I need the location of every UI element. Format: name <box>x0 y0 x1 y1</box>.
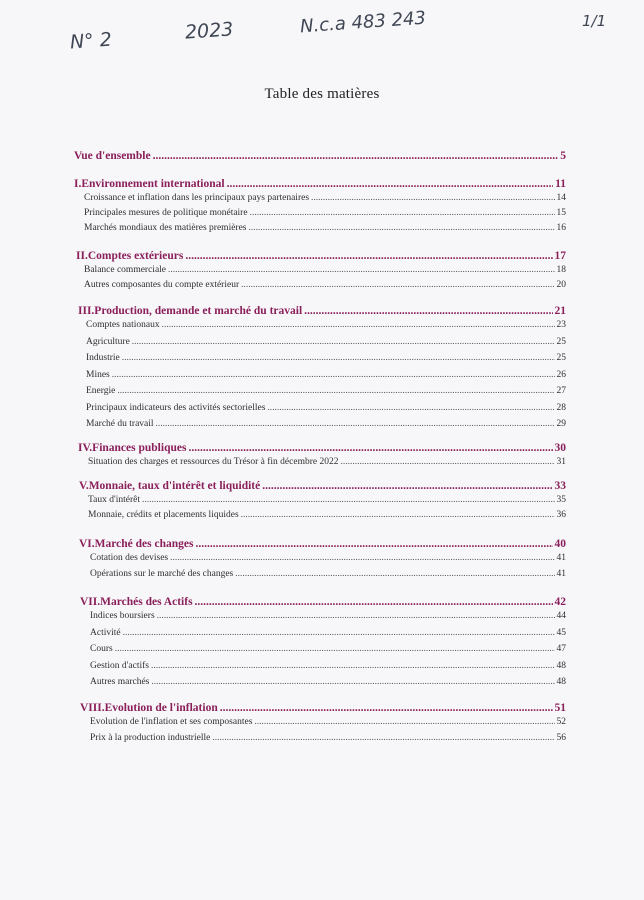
toc-section-1-page-number: 11 <box>555 178 566 190</box>
toc-entry-5-0-page-number: 35 <box>556 495 566 505</box>
toc-section-0-label: Vue d'ensemble <box>74 150 151 162</box>
leader-dots <box>170 553 554 563</box>
toc-section-1-label: I.Environnement international <box>74 178 225 190</box>
leader-dots <box>254 717 554 727</box>
toc-entry-3-2-page-number: 25 <box>556 353 566 363</box>
leader-dots <box>123 628 555 638</box>
leader-dots <box>249 223 555 233</box>
toc-entry-2-1-page-number: 20 <box>556 280 566 290</box>
handwritten-year: 2023 <box>184 18 235 44</box>
toc-entry-6-0-label: Cotation des devises <box>90 553 169 563</box>
toc-entry-3-1[interactable] <box>86 337 566 347</box>
toc-entry-6-0-page-number: 41 <box>556 553 566 563</box>
toc-entry-8-0[interactable] <box>90 717 566 727</box>
toc-entry-8-1-label: Prix à la production industrielle <box>90 733 211 743</box>
leader-dots <box>340 457 554 467</box>
toc-entry-3-0-page-number: 23 <box>556 320 566 330</box>
toc-entry-3-2-label: Industrie <box>86 353 120 363</box>
handwritten-page-count: 1/1 <box>582 12 607 30</box>
toc-entry-3-6[interactable] <box>86 419 566 429</box>
toc-section-3[interactable] <box>78 305 566 317</box>
toc-section-5-page-number: 33 <box>554 480 566 492</box>
leader-dots <box>220 702 553 714</box>
leader-dots <box>195 538 552 550</box>
toc-section-1[interactable] <box>74 178 566 190</box>
toc-entry-1-2[interactable] <box>84 223 566 233</box>
toc-entry-3-2[interactable] <box>86 353 566 363</box>
handwritten-number: N° 2 <box>69 28 113 54</box>
toc-entry-2-0-page-number: 18 <box>556 265 566 275</box>
toc-entry-3-0-label: Comptes nationaux <box>86 320 160 330</box>
leader-dots <box>262 480 552 492</box>
toc-entry-7-0-page-number: 44 <box>556 611 566 621</box>
toc-section-3-label: III.Production, demande et marché du travail <box>78 305 303 317</box>
toc-section-8-page-number: 51 <box>554 702 566 714</box>
toc-entry-6-1-label: Opérations sur le marché des changes <box>90 569 234 579</box>
toc-entry-3-6-page-number: 29 <box>556 419 566 429</box>
leader-dots <box>304 305 552 317</box>
leader-dots <box>185 250 552 262</box>
leader-dots <box>241 280 554 290</box>
toc-entry-2-1[interactable] <box>84 280 566 290</box>
toc-section-5-label: V.Monnaie, taux d'intérêt et liquidité <box>79 480 261 492</box>
toc-entry-3-3[interactable] <box>86 370 566 380</box>
toc-entry-7-2-label: Cours <box>90 644 113 654</box>
leader-dots <box>212 733 554 743</box>
toc-entry-3-6-label: Marché du travail <box>86 419 154 429</box>
leader-dots <box>151 677 554 687</box>
toc-section-7-label: VII.Marchés des Actifs <box>80 596 193 608</box>
page-title: Table des matières <box>264 86 380 102</box>
toc-entry-1-0[interactable] <box>84 193 566 203</box>
toc-entry-5-1[interactable] <box>88 510 566 520</box>
leader-dots <box>157 611 555 621</box>
toc-entry-7-4-page-number: 48 <box>556 677 566 687</box>
toc-entry-6-1-page-number: 41 <box>556 569 566 579</box>
toc-entry-2-0[interactable] <box>84 265 566 275</box>
toc-entry-1-0-label: Croissance et inflation dans les principaux pays partenaires <box>84 193 310 203</box>
toc-section-5[interactable] <box>79 480 566 492</box>
leader-dots <box>250 208 555 218</box>
toc-entry-7-4[interactable] <box>90 677 566 687</box>
toc-section-6[interactable] <box>79 538 566 550</box>
leader-dots <box>188 442 552 454</box>
leader-dots <box>156 419 555 429</box>
toc-section-0-page-number: 5 <box>560 150 566 162</box>
leader-dots <box>153 150 559 162</box>
leader-dots <box>168 265 554 275</box>
toc-entry-4-0[interactable] <box>88 457 566 467</box>
toc-section-7[interactable] <box>80 596 566 608</box>
toc-entry-7-2[interactable] <box>90 644 566 654</box>
leader-dots <box>241 510 555 520</box>
leader-dots <box>235 569 554 579</box>
toc-entry-1-1-page-number: 15 <box>556 208 566 218</box>
toc-entry-2-1-label: Autres composantes du compte extérieur <box>84 280 240 290</box>
toc-entry-3-4[interactable] <box>86 386 566 396</box>
toc-entry-5-1-page-number: 36 <box>556 510 566 520</box>
toc-entry-6-1[interactable] <box>90 569 566 579</box>
toc-entry-7-3-label: Gestion d'actifs <box>90 660 149 671</box>
toc-section-4-page-number: 30 <box>554 442 566 454</box>
leader-dots <box>117 386 554 396</box>
toc-section-2[interactable] <box>76 250 566 262</box>
toc-section-2-label: II.Comptes extérieurs <box>76 250 184 262</box>
handwritten-reference: N.c.a 483 243 <box>299 7 427 38</box>
leader-dots <box>115 644 555 654</box>
toc-section-6-page-number: 40 <box>554 538 566 550</box>
toc-entry-3-4-page-number: 27 <box>556 386 566 396</box>
toc-entry-6-0[interactable] <box>90 553 566 563</box>
toc-entry-8-1-page-number: 56 <box>556 733 566 743</box>
leader-dots <box>142 495 555 505</box>
toc-section-8[interactable] <box>80 702 566 714</box>
toc-section-0[interactable] <box>74 150 566 162</box>
toc-entry-2-0-label: Balance commerciale <box>84 265 167 275</box>
leader-dots <box>122 353 555 363</box>
toc-entry-3-1-page-number: 25 <box>556 336 566 347</box>
toc-section-4-label: IV.Finances publiques <box>78 442 187 454</box>
toc-entry-7-0-label: Indices boursiers <box>90 611 155 621</box>
toc-entry-8-0-page-number: 52 <box>556 717 566 727</box>
toc-entry-7-4-label: Autres marchés <box>90 677 150 687</box>
toc-section-2-page-number: 17 <box>554 250 566 262</box>
leader-dots <box>132 337 555 347</box>
toc-entry-5-0[interactable] <box>88 495 566 505</box>
toc-entry-3-5-label: Principaux indicateurs des activités sectorielles <box>86 402 266 413</box>
toc-entry-1-0-page-number: 14 <box>556 193 566 203</box>
toc-entry-7-2-page-number: 47 <box>556 644 566 654</box>
toc-section-4[interactable] <box>78 442 566 454</box>
toc-section-6-label: VI.Marché des changes <box>79 538 194 550</box>
leader-dots <box>267 403 554 413</box>
toc-entry-3-0[interactable] <box>86 320 566 330</box>
toc-entry-3-3-label: Mines <box>86 369 110 380</box>
toc-entry-7-1-label: Activité <box>90 627 121 638</box>
toc-entry-4-0-page-number: 31 <box>556 457 566 467</box>
toc-entry-3-3-page-number: 26 <box>556 369 566 380</box>
toc-section-7-page-number: 42 <box>554 596 566 608</box>
leader-dots <box>195 596 553 608</box>
toc-entry-5-1-label: Monnaie, crédits et placements liquides <box>88 510 239 520</box>
leader-dots <box>227 178 554 190</box>
toc-entry-7-1-page-number: 45 <box>556 627 566 638</box>
toc-entry-7-3-page-number: 48 <box>556 660 566 671</box>
leader-dots <box>162 320 555 330</box>
toc-entry-1-2-page-number: 16 <box>556 223 566 233</box>
toc-entry-3-5-page-number: 28 <box>556 402 566 413</box>
leader-dots <box>311 193 554 203</box>
toc-entry-1-2-label: Marchés mondiaux des matières premières <box>84 223 247 233</box>
toc-entry-1-1-label: Principales mesures de politique monétaire <box>84 208 248 218</box>
toc-entry-8-0-label: Evolution de l'inflation et ses composantes <box>90 717 253 727</box>
leader-dots <box>151 661 555 671</box>
toc-entry-7-3[interactable] <box>90 661 566 671</box>
toc-section-3-page-number: 21 <box>554 305 566 317</box>
toc-entry-4-0-label: Situation des charges et ressources du Trésor à fin décembre 2022 <box>88 457 339 467</box>
toc-entry-8-1[interactable] <box>90 733 566 743</box>
toc-entry-3-5[interactable] <box>86 403 566 413</box>
toc-entry-1-1[interactable] <box>84 208 566 218</box>
toc-entry-5-0-label: Taux d'intérêt <box>88 495 140 505</box>
toc-entry-7-0[interactable] <box>90 611 566 621</box>
toc-entry-3-4-label: Energie <box>86 386 116 396</box>
toc-entry-3-1-label: Agriculture <box>86 336 130 347</box>
toc-section-8-label: VIII.Evolution de l'inflation <box>80 702 218 714</box>
leader-dots <box>112 370 555 380</box>
toc-entry-7-1[interactable] <box>90 628 566 638</box>
